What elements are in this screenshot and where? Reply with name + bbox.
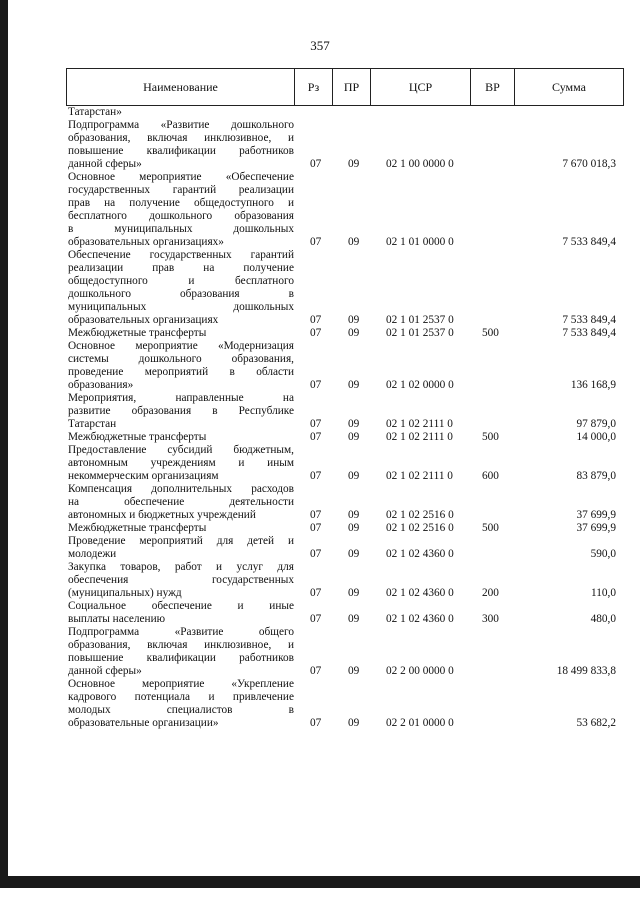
row-name-line: Межбюджетные трансферты — [68, 522, 207, 534]
row-name-line: Основное мероприятие «Обеспечение — [68, 171, 294, 183]
row-name — [68, 600, 294, 626]
row-rz: 07 — [310, 158, 322, 170]
row-name — [68, 171, 294, 249]
row-csr: 02 1 01 2537 0 — [386, 327, 454, 339]
table-row — [0, 600, 640, 626]
row-csr: 02 1 00 0000 0 — [386, 158, 454, 170]
row-name-line: на обеспечение деятельности — [68, 496, 294, 508]
row-name-line: Межбюджетные трансферты — [68, 431, 207, 443]
row-rz: 07 — [310, 431, 322, 443]
row-name — [68, 522, 294, 535]
row-sum: 97 879,0 — [576, 418, 616, 430]
row-name — [68, 483, 294, 522]
row-csr: 02 2 01 0000 0 — [386, 717, 454, 729]
row-csr: 02 1 02 0000 0 — [386, 379, 454, 391]
row-rz: 07 — [310, 418, 322, 430]
table-row — [0, 444, 640, 483]
row-name-line: Основное мероприятие «Модернизация — [68, 340, 294, 352]
row-name-line: дошкольного образования в — [68, 288, 294, 300]
row-name-line: Проведение мероприятий для детей и — [68, 535, 294, 547]
table-row — [0, 392, 640, 431]
row-rz: 07 — [310, 587, 322, 599]
row-pr: 09 — [348, 236, 360, 248]
row-pr: 09 — [348, 613, 360, 625]
row-name-line: Основное мероприятие «Укрепление — [68, 678, 294, 690]
row-vr: 500 — [482, 327, 499, 339]
row-pr: 09 — [348, 418, 360, 430]
row-vr: 600 — [482, 470, 499, 482]
header-csr: ЦСР — [371, 69, 471, 105]
row-rz: 07 — [310, 717, 322, 729]
row-name-line: молодых специалистов в — [68, 704, 294, 716]
row-name-line: Подпрограмма «Развитие дошкольного — [68, 119, 294, 131]
row-name-line: данной сферы» — [68, 665, 142, 677]
table-row — [0, 561, 640, 600]
row-vr: 200 — [482, 587, 499, 599]
table-row — [0, 535, 640, 561]
row-name-line: Татарстан — [68, 418, 117, 430]
row-name-line: кадрового потенциала и привлечение — [68, 691, 294, 703]
row-pr: 09 — [348, 327, 360, 339]
row-pr: 09 — [348, 522, 360, 534]
row-name-line: автономных и бюджетных учреждений — [68, 509, 256, 521]
table-row — [0, 626, 640, 678]
row-sum: 7 670 018,3 — [562, 158, 616, 170]
row-name-line: Межбюджетные трансферты — [68, 327, 207, 339]
row-name — [68, 626, 294, 678]
table-row — [0, 483, 640, 522]
row-pr: 09 — [348, 431, 360, 443]
row-name-line: автономным учреждениям и иным — [68, 457, 294, 469]
row-name-line: Закупка товаров, работ и услуг для — [68, 561, 294, 573]
row-name — [68, 535, 294, 561]
row-name-line: муниципальных дошкольных — [68, 301, 294, 313]
row-name-line: бесплатного дошкольного образования — [68, 210, 294, 222]
row-name-line: повышение квалификации работников — [68, 652, 294, 664]
row-csr: 02 1 02 2111 0 — [386, 418, 453, 430]
table-row — [0, 171, 640, 249]
row-name-line: Предоставление субсидий бюджетным, — [68, 444, 294, 456]
row-name-line: образования» — [68, 379, 134, 391]
header-pr: ПР — [333, 69, 371, 105]
row-name-line: обеспечения государственных — [68, 574, 294, 586]
row-sum: 7 533 849,4 — [562, 314, 616, 326]
row-rz: 07 — [310, 379, 322, 391]
row-pr: 09 — [348, 158, 360, 170]
row-name-line: общедоступного и бесплатного — [68, 275, 294, 287]
row-name-line: образования, включая инклюзивное, и — [68, 132, 294, 144]
table-row — [0, 431, 640, 444]
row-name-line: выплаты населению — [68, 613, 166, 625]
row-name-line: некоммерческим организациям — [68, 470, 219, 482]
row-name-line: образования, включая инклюзивное, и — [68, 639, 294, 651]
row-csr: 02 1 02 4360 0 — [386, 587, 454, 599]
row-sum: 590,0 — [590, 548, 616, 560]
row-name-line: Компенсация дополнительных расходов — [68, 483, 294, 495]
row-sum: 7 533 849,4 — [562, 236, 616, 248]
page-number: 357 — [310, 38, 330, 53]
row-pr: 09 — [348, 314, 360, 326]
row-rz: 07 — [310, 548, 322, 560]
row-csr: 02 2 00 0000 0 — [386, 665, 454, 677]
row-sum: 18 499 833,8 — [556, 665, 616, 677]
table-row — [0, 340, 640, 392]
row-name-line: Социальное обеспечение и иные — [68, 600, 294, 612]
row-sum: 480,0 — [590, 613, 616, 625]
row-csr: 02 1 01 0000 0 — [386, 236, 454, 248]
table-row — [0, 119, 640, 171]
row-rz: 07 — [310, 314, 322, 326]
row-name-line: данной сферы» — [68, 158, 142, 170]
row-name-line: развитие образования в Республике — [68, 405, 294, 417]
row-name-line: системы дошкольного образования, — [68, 353, 294, 365]
row-pr: 09 — [348, 548, 360, 560]
row-sum: 136 168,9 — [570, 379, 616, 391]
row-name-line: Татарстан» — [68, 106, 122, 118]
row-pr: 09 — [348, 587, 360, 599]
row-name-line: Подпрограмма «Развитие общего — [68, 626, 294, 638]
row-name — [68, 327, 294, 340]
row-csr: 02 1 01 2537 0 — [386, 314, 454, 326]
row-vr: 500 — [482, 431, 499, 443]
row-name-line: молодежи — [68, 548, 117, 560]
row-rz: 07 — [310, 509, 322, 521]
row-name — [68, 444, 294, 483]
row-rz: 07 — [310, 236, 322, 248]
scan-bottom-edge — [0, 876, 640, 888]
header-rz: Рз — [295, 69, 333, 105]
table-row — [0, 678, 640, 730]
row-name-line: повышение квалификации работников — [68, 145, 294, 157]
row-name — [68, 119, 294, 171]
row-name — [68, 678, 294, 730]
row-csr: 02 1 02 4360 0 — [386, 548, 454, 560]
row-rz: 07 — [310, 522, 322, 534]
row-name-line: Обеспечение государственных гарантий — [68, 249, 294, 261]
row-rz: 07 — [310, 665, 322, 677]
row-sum: 110,0 — [591, 587, 616, 599]
table-row — [0, 327, 640, 340]
row-name-line: прав на получение общедоступного и — [68, 197, 294, 209]
row-name-line: Мероприятия, направленные на — [68, 392, 294, 404]
row-name-line: в муниципальных дошкольных — [68, 223, 294, 235]
row-sum: 37 699,9 — [576, 522, 616, 534]
table-header — [66, 68, 624, 106]
row-sum: 7 533 849,4 — [562, 327, 616, 339]
row-csr: 02 1 02 2516 0 — [386, 522, 454, 534]
row-csr: 02 1 02 4360 0 — [386, 613, 454, 625]
row-rz: 07 — [310, 327, 322, 339]
row-pr: 09 — [348, 717, 360, 729]
row-rz: 07 — [310, 470, 322, 482]
row-name-line: образовательных организациях — [68, 314, 219, 326]
header-vr: ВР — [471, 69, 515, 105]
row-name-line: государственных гарантий реализации — [68, 184, 294, 196]
row-name — [68, 106, 294, 119]
row-name — [68, 561, 294, 600]
row-csr: 02 1 02 2111 0 — [386, 431, 453, 443]
row-name-line: (муниципальных) нужд — [68, 587, 182, 599]
header-sum: Сумма — [552, 80, 586, 94]
row-pr: 09 — [348, 379, 360, 391]
row-name-line: образовательные организации» — [68, 717, 219, 729]
row-rz: 07 — [310, 613, 322, 625]
row-name — [68, 249, 294, 327]
row-vr: 500 — [482, 522, 499, 534]
row-name-line: образовательных организациях» — [68, 236, 224, 248]
row-name — [68, 431, 294, 444]
row-sum: 14 000,0 — [576, 431, 616, 443]
row-sum: 53 682,2 — [576, 717, 616, 729]
row-pr: 09 — [348, 470, 360, 482]
table-body — [0, 106, 640, 730]
header-name: Наименование — [67, 69, 295, 105]
row-pr: 09 — [348, 665, 360, 677]
table-row — [0, 106, 640, 119]
row-sum: 37 699,9 — [576, 509, 616, 521]
row-vr: 300 — [482, 613, 499, 625]
row-sum: 83 879,0 — [576, 470, 616, 482]
row-name-line: реализации прав на получение — [68, 262, 294, 274]
row-csr: 02 1 02 2516 0 — [386, 509, 454, 521]
row-name — [68, 392, 294, 431]
table-row — [0, 522, 640, 535]
row-pr: 09 — [348, 509, 360, 521]
row-name — [68, 340, 294, 392]
row-name-line: проведение мероприятий в области — [68, 366, 294, 378]
row-csr: 02 1 02 2111 0 — [386, 470, 453, 482]
table-row — [0, 249, 640, 327]
